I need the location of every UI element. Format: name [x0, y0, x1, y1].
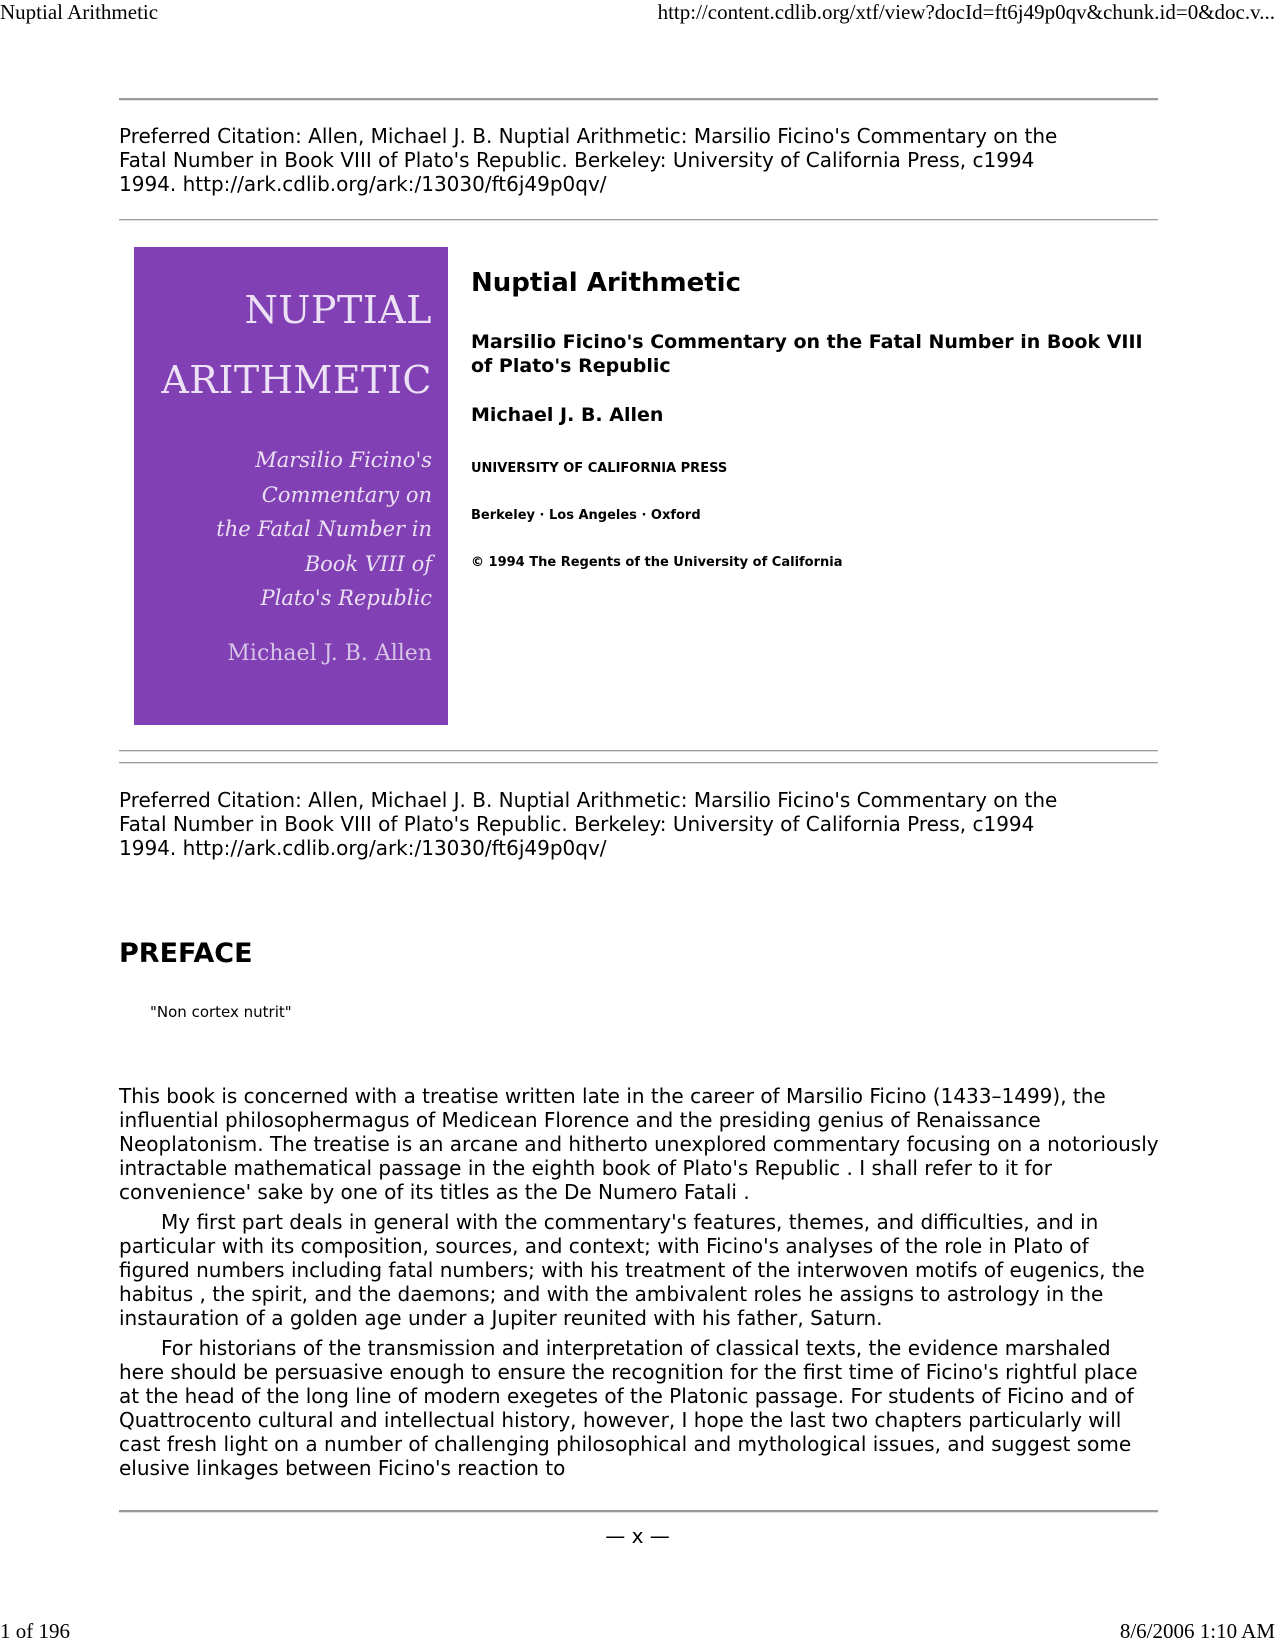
cover-title — [161, 275, 432, 415]
cover-subtitle-line: the Fatal Number in — [216, 517, 432, 541]
page-count: 1 of 196 — [0, 1619, 70, 1643]
preferred-citation-top — [119, 124, 1159, 196]
cover-subtitle — [216, 443, 432, 616]
book-cover-image — [134, 247, 448, 725]
cover-subtitle-line: Commentary on — [261, 482, 432, 507]
preface-heading: PREFACE — [119, 938, 253, 969]
book-author: Michael J. B. Allen — [471, 404, 664, 426]
citation-line: Preferred Citation: Allen, Michael J. B. Nuptial Arithmetic: Marsilio Ficino's Commentary on the — [119, 124, 1058, 148]
citation-line: Fatal Number in Book VIII of Plato's Republic. Berkeley: University of California Press, c1994 — [119, 812, 1035, 836]
page-number-marker: — x — — [605, 1524, 670, 1548]
print-header-title: Nuptial Arithmetic — [0, 0, 159, 24]
publisher: UNIVERSITY OF CALIFORNIA PRESS — [471, 461, 728, 476]
preface-body — [119, 1084, 1159, 1486]
copyright: © 1994 The Regents of the University of California — [471, 555, 843, 570]
book-title: Nuptial Arithmetic — [471, 268, 742, 298]
divider — [119, 219, 1158, 221]
citation-line[interactable]: 1994. http://ark.cdlib.org/ark:/13030/ft6j49p0qv/ — [119, 172, 607, 196]
cover-subtitle-line: Marsilio Ficino's — [255, 448, 432, 472]
paragraph: For historians of the transmission and interpretation of classical texts, the evidence marshaled here should be persuasive enough to ensure the recognition for the first time of Ficino's rightful place at the head of the long line of modern exegetes of the Platonic passage. For students of Ficino and of Quattrocento cultural and intellectual history, however, I hope the last two chapters particularly will cast fresh light on a number of challenging philosophical and mythological issues, and suggest some elusive linkages between Ficino's reaction to — [119, 1336, 1138, 1480]
book-subtitle: Marsilio Ficino's Commentary on the Fatal Number in Book VIII of Plato's Republic — [471, 331, 1143, 377]
citation-line: Preferred Citation: Allen, Michael J. B. Nuptial Arithmetic: Marsilio Ficino's Commentary on the — [119, 788, 1058, 812]
publisher-places: Berkeley · Los Angeles · Oxford — [471, 508, 701, 523]
cover-subtitle-line: Plato's Republic — [260, 586, 432, 610]
divider — [119, 762, 1158, 764]
preferred-citation-bottom — [119, 788, 1159, 860]
divider — [119, 750, 1158, 752]
cover-author: Michael J. B. Allen — [227, 641, 432, 666]
paragraph: My first part deals in general with the commentary's features, themes, and difficulties, and in particular with its composition, sources, and context; with Ficino's analyses of the role in Plato of figured numbers including fatal numbers; with his treatment of the interwoven motifs of eugenics, the habitus , the spirit, and the daemons; and with the ambivalent roles he assigns to astrology in the instauration of a golden age under a Jupiter reunited with his father, Saturn. — [119, 1210, 1145, 1330]
paragraph: This book is concerned with a treatise written late in the career of Marsilio Ficino (1433–1499), the influential philosophermagus of Medicean Florence and the presiding genius of Renaissance Neoplatonism. The treatise is an arcane and hitherto unexplored commentary focusing on a notoriously intractable mathematical passage in the eighth book of Plato's Republic . I shall refer to it for convenience' sake by one of its titles as the De Numero Fatali . — [119, 1084, 1159, 1204]
print-footer — [0, 1619, 1275, 1645]
print-header-url[interactable]: http://content.cdlib.org/xtf/view?docId=ft6j49p0qv&chunk.id=0&doc.v... — [657, 0, 1275, 24]
divider — [119, 98, 1158, 101]
epigraph: "Non cortex nutrit" — [150, 1003, 292, 1021]
citation-line[interactable]: 1994. http://ark.cdlib.org/ark:/13030/ft6j49p0qv/ — [119, 836, 607, 860]
print-header — [0, 0, 1275, 26]
cover-title-line: ARITHMETIC — [161, 358, 432, 402]
cover-subtitle-line: Book VIII of — [304, 551, 432, 576]
citation-line: Fatal Number in Book VIII of Plato's Republic. Berkeley: University of California Press, c1994 — [119, 148, 1035, 172]
divider — [119, 1510, 1158, 1513]
cover-title-line: NUPTIAL — [244, 288, 432, 332]
print-timestamp: 8/6/2006 1:10 AM — [1119, 1619, 1275, 1643]
